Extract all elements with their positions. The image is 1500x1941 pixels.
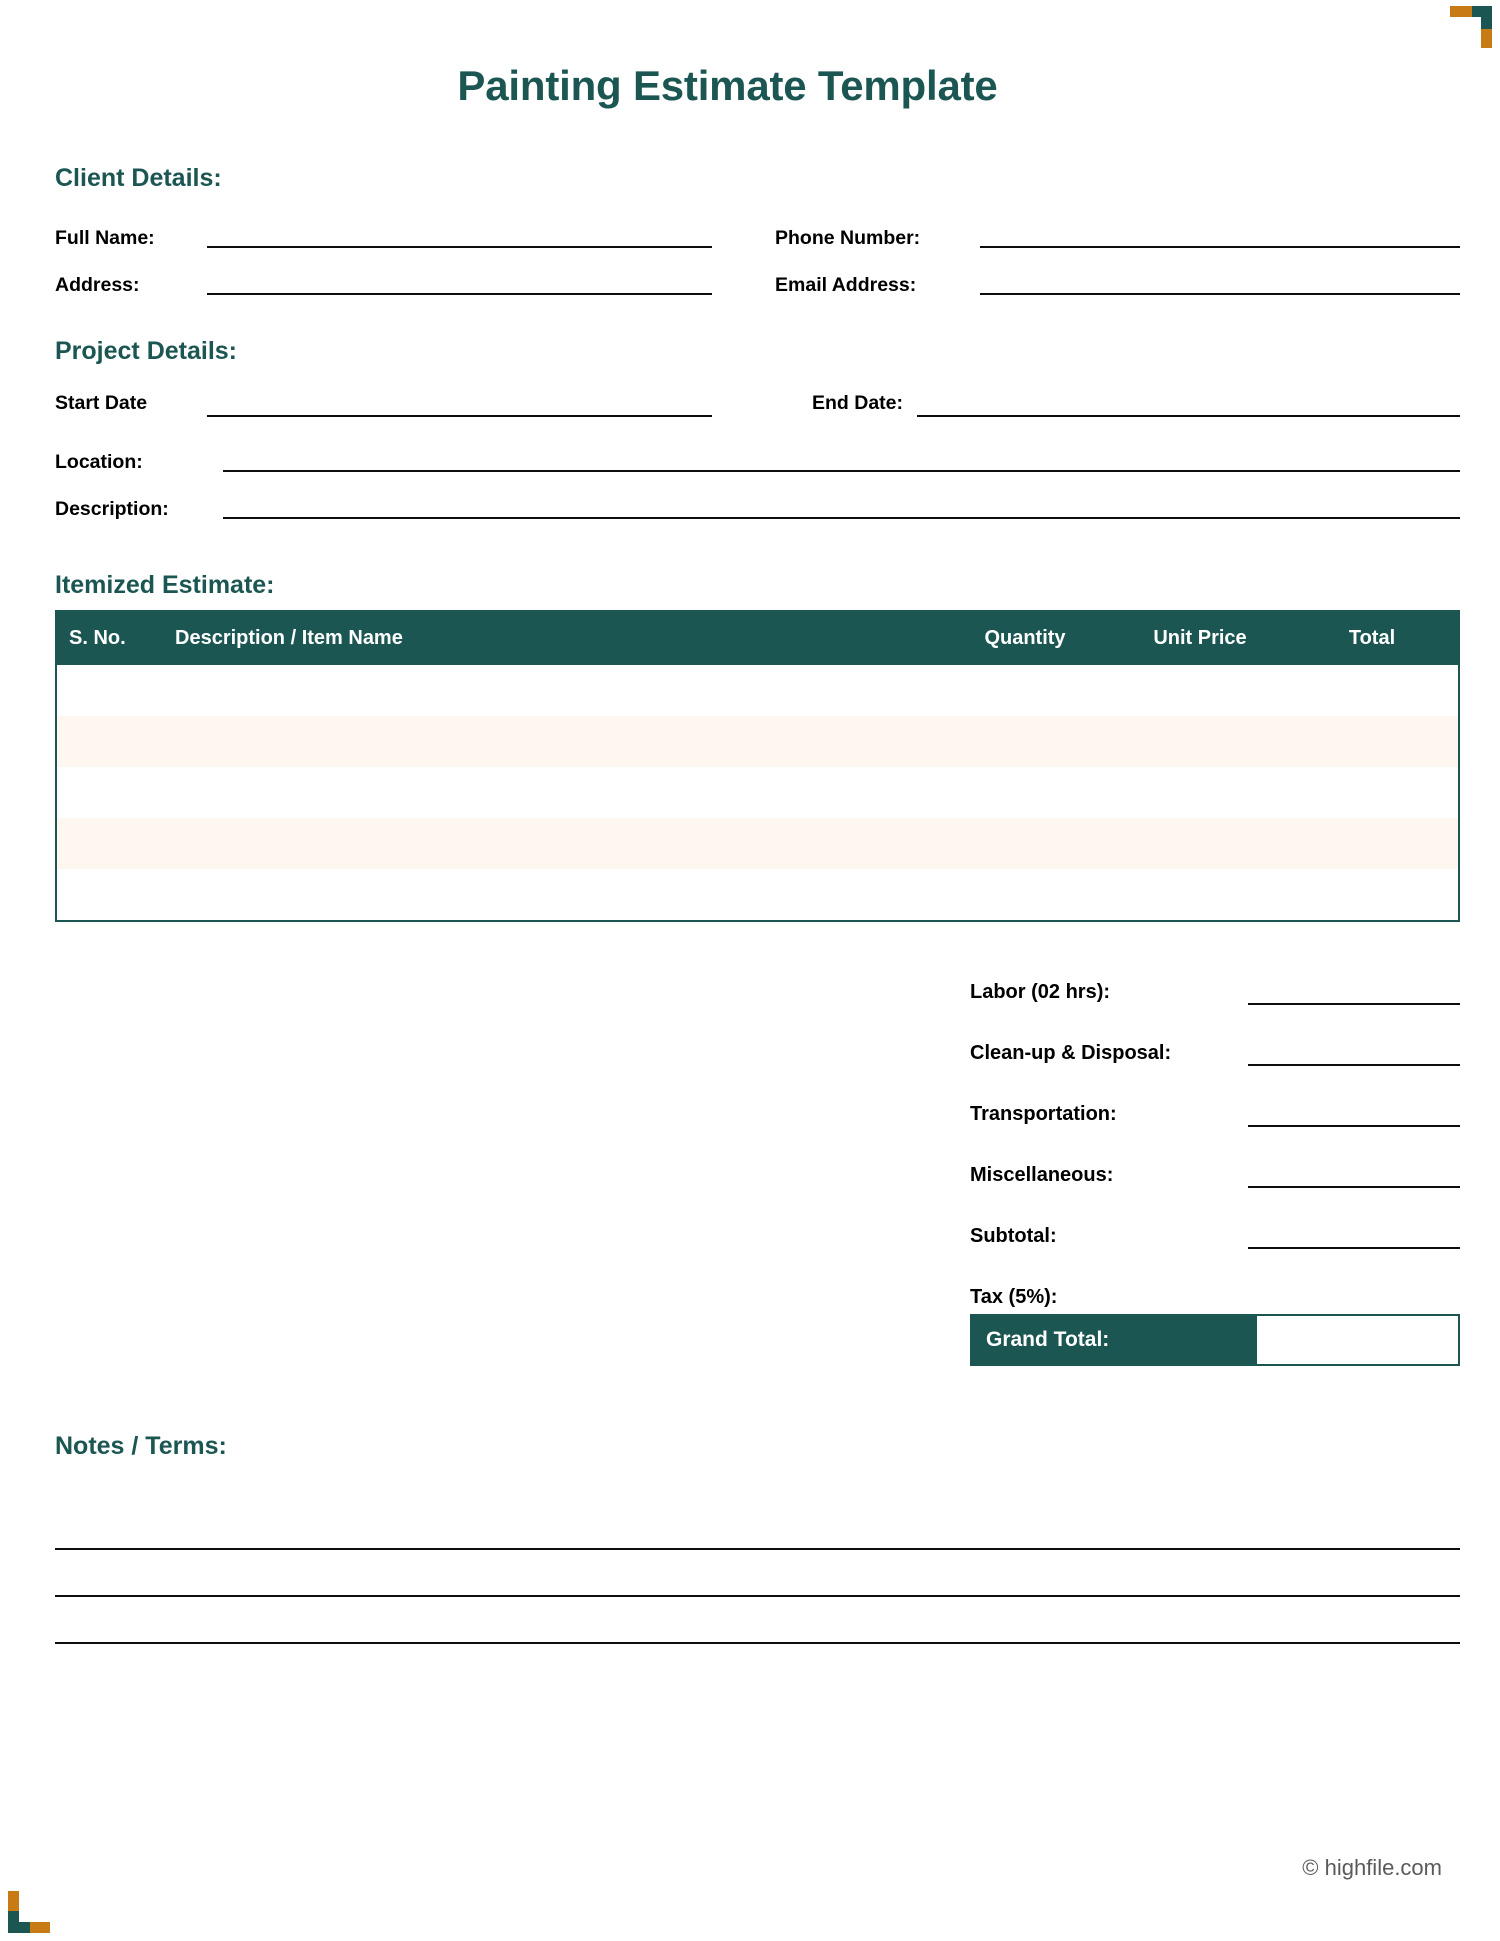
notes-terms-fields (55, 1503, 1460, 1644)
table-row[interactable] (57, 767, 1458, 818)
client-row-2 (55, 270, 1460, 295)
column-header-total: Total (1348, 627, 1396, 649)
table-row[interactable] (57, 818, 1458, 869)
tax-label: Tax (5%): (970, 1286, 1058, 1308)
project-details-heading: Project Details: (55, 337, 238, 365)
grand-total-row (970, 1314, 1460, 1366)
totals-row-cleanup (970, 1005, 1460, 1066)
cell-unit-price[interactable] (1114, 665, 1286, 716)
location-label: Location: (55, 450, 143, 473)
cell-total[interactable] (1286, 869, 1458, 920)
description-input[interactable] (223, 494, 1460, 519)
project-row-dates (55, 392, 1460, 417)
start-date-label: Start Date (55, 392, 148, 414)
totals-row-transportation (970, 1066, 1460, 1127)
miscellaneous-input[interactable] (1248, 1154, 1460, 1188)
phone-number-label: Phone Number: (775, 226, 921, 249)
phone-number-field-group (775, 223, 1460, 248)
location-input[interactable] (223, 447, 1460, 472)
cell-sno[interactable] (57, 818, 175, 869)
transportation-label: Transportation: (970, 1103, 1117, 1125)
cell-sno[interactable] (57, 716, 175, 767)
full-name-label: Full Name: (55, 226, 155, 249)
itemized-estimate-table (55, 610, 1460, 922)
cleanup-disposal-input[interactable] (1248, 1032, 1460, 1066)
cell-total[interactable] (1286, 818, 1458, 869)
cell-total[interactable] (1286, 767, 1458, 818)
project-details-fields (55, 392, 1460, 519)
email-address-label: Email Address: (775, 273, 917, 296)
column-header-description: Description / Item Name (175, 627, 403, 649)
itemized-estimate-heading: Itemized Estimate: (55, 571, 275, 599)
cleanup-disposal-label: Clean-up & Disposal: (970, 1042, 1172, 1064)
start-date-input[interactable] (207, 392, 712, 417)
table-row[interactable] (57, 716, 1458, 767)
end-date-label: End Date: (811, 392, 903, 414)
totals-section (55, 944, 1460, 1366)
cell-sno[interactable] (57, 665, 175, 716)
cell-quantity[interactable] (936, 665, 1114, 716)
subtotal-input[interactable] (1248, 1215, 1460, 1249)
client-details-heading: Client Details: (55, 164, 222, 192)
email-address-input[interactable] (980, 270, 1460, 295)
notes-terms-heading: Notes / Terms: (55, 1432, 227, 1460)
phone-number-input[interactable] (980, 223, 1460, 248)
table-row[interactable] (57, 665, 1458, 716)
notes-line-input[interactable] (55, 1550, 1460, 1597)
full-name-input[interactable] (207, 223, 712, 248)
subtotal-label: Subtotal: (970, 1225, 1057, 1247)
totals-row-tax (970, 1249, 1460, 1310)
notes-line-input[interactable] (55, 1597, 1460, 1644)
end-date-input[interactable] (917, 392, 1460, 417)
email-address-field-group (775, 270, 1460, 295)
tax-input[interactable] (1248, 1276, 1460, 1310)
cell-description[interactable] (175, 869, 936, 920)
client-details-fields (55, 223, 1460, 295)
labor-label: Labor (02 hrs): (970, 981, 1111, 1003)
miscellaneous-label: Miscellaneous: (970, 1164, 1114, 1186)
project-row-description (55, 494, 1460, 519)
totals-row-subtotal (970, 1188, 1460, 1249)
column-header-sno: S. No. (69, 627, 126, 649)
cell-total[interactable] (1286, 716, 1458, 767)
cell-description[interactable] (175, 767, 936, 818)
cell-description[interactable] (175, 818, 936, 869)
notes-line-input[interactable] (55, 1503, 1460, 1550)
page-title: Painting Estimate Template (457, 62, 998, 109)
client-row-1 (55, 223, 1460, 248)
labor-input[interactable] (1248, 971, 1460, 1005)
grand-total-input[interactable] (1255, 1314, 1460, 1366)
address-label: Address: (55, 273, 140, 296)
cell-unit-price[interactable] (1114, 767, 1286, 818)
cell-unit-price[interactable] (1114, 869, 1286, 920)
footer-copyright: © highfile.com (1302, 1855, 1442, 1880)
grand-total-label: Grand Total: (970, 1314, 1255, 1366)
description-label: Description: (55, 497, 169, 520)
column-header-unit-price: Unit Price (1153, 627, 1247, 649)
cell-quantity[interactable] (936, 818, 1114, 869)
transportation-input[interactable] (1248, 1093, 1460, 1127)
table-header-row (57, 612, 1458, 665)
cell-unit-price[interactable] (1114, 818, 1286, 869)
cell-description[interactable] (175, 716, 936, 767)
cell-sno[interactable] (57, 869, 175, 920)
project-row-location (55, 447, 1460, 472)
cell-sno[interactable] (57, 767, 175, 818)
column-header-quantity: Quantity (984, 627, 1066, 649)
cell-unit-price[interactable] (1114, 716, 1286, 767)
cell-total[interactable] (1286, 665, 1458, 716)
totals-row-labor (970, 944, 1460, 1005)
full-name-field-group (55, 223, 775, 248)
cell-quantity[interactable] (936, 869, 1114, 920)
cell-description[interactable] (175, 665, 936, 716)
address-input[interactable] (207, 270, 712, 295)
totals-row-miscellaneous (970, 1127, 1460, 1188)
table-row[interactable] (57, 869, 1458, 920)
address-field-group (55, 270, 775, 295)
cell-quantity[interactable] (936, 767, 1114, 818)
cell-quantity[interactable] (936, 716, 1114, 767)
